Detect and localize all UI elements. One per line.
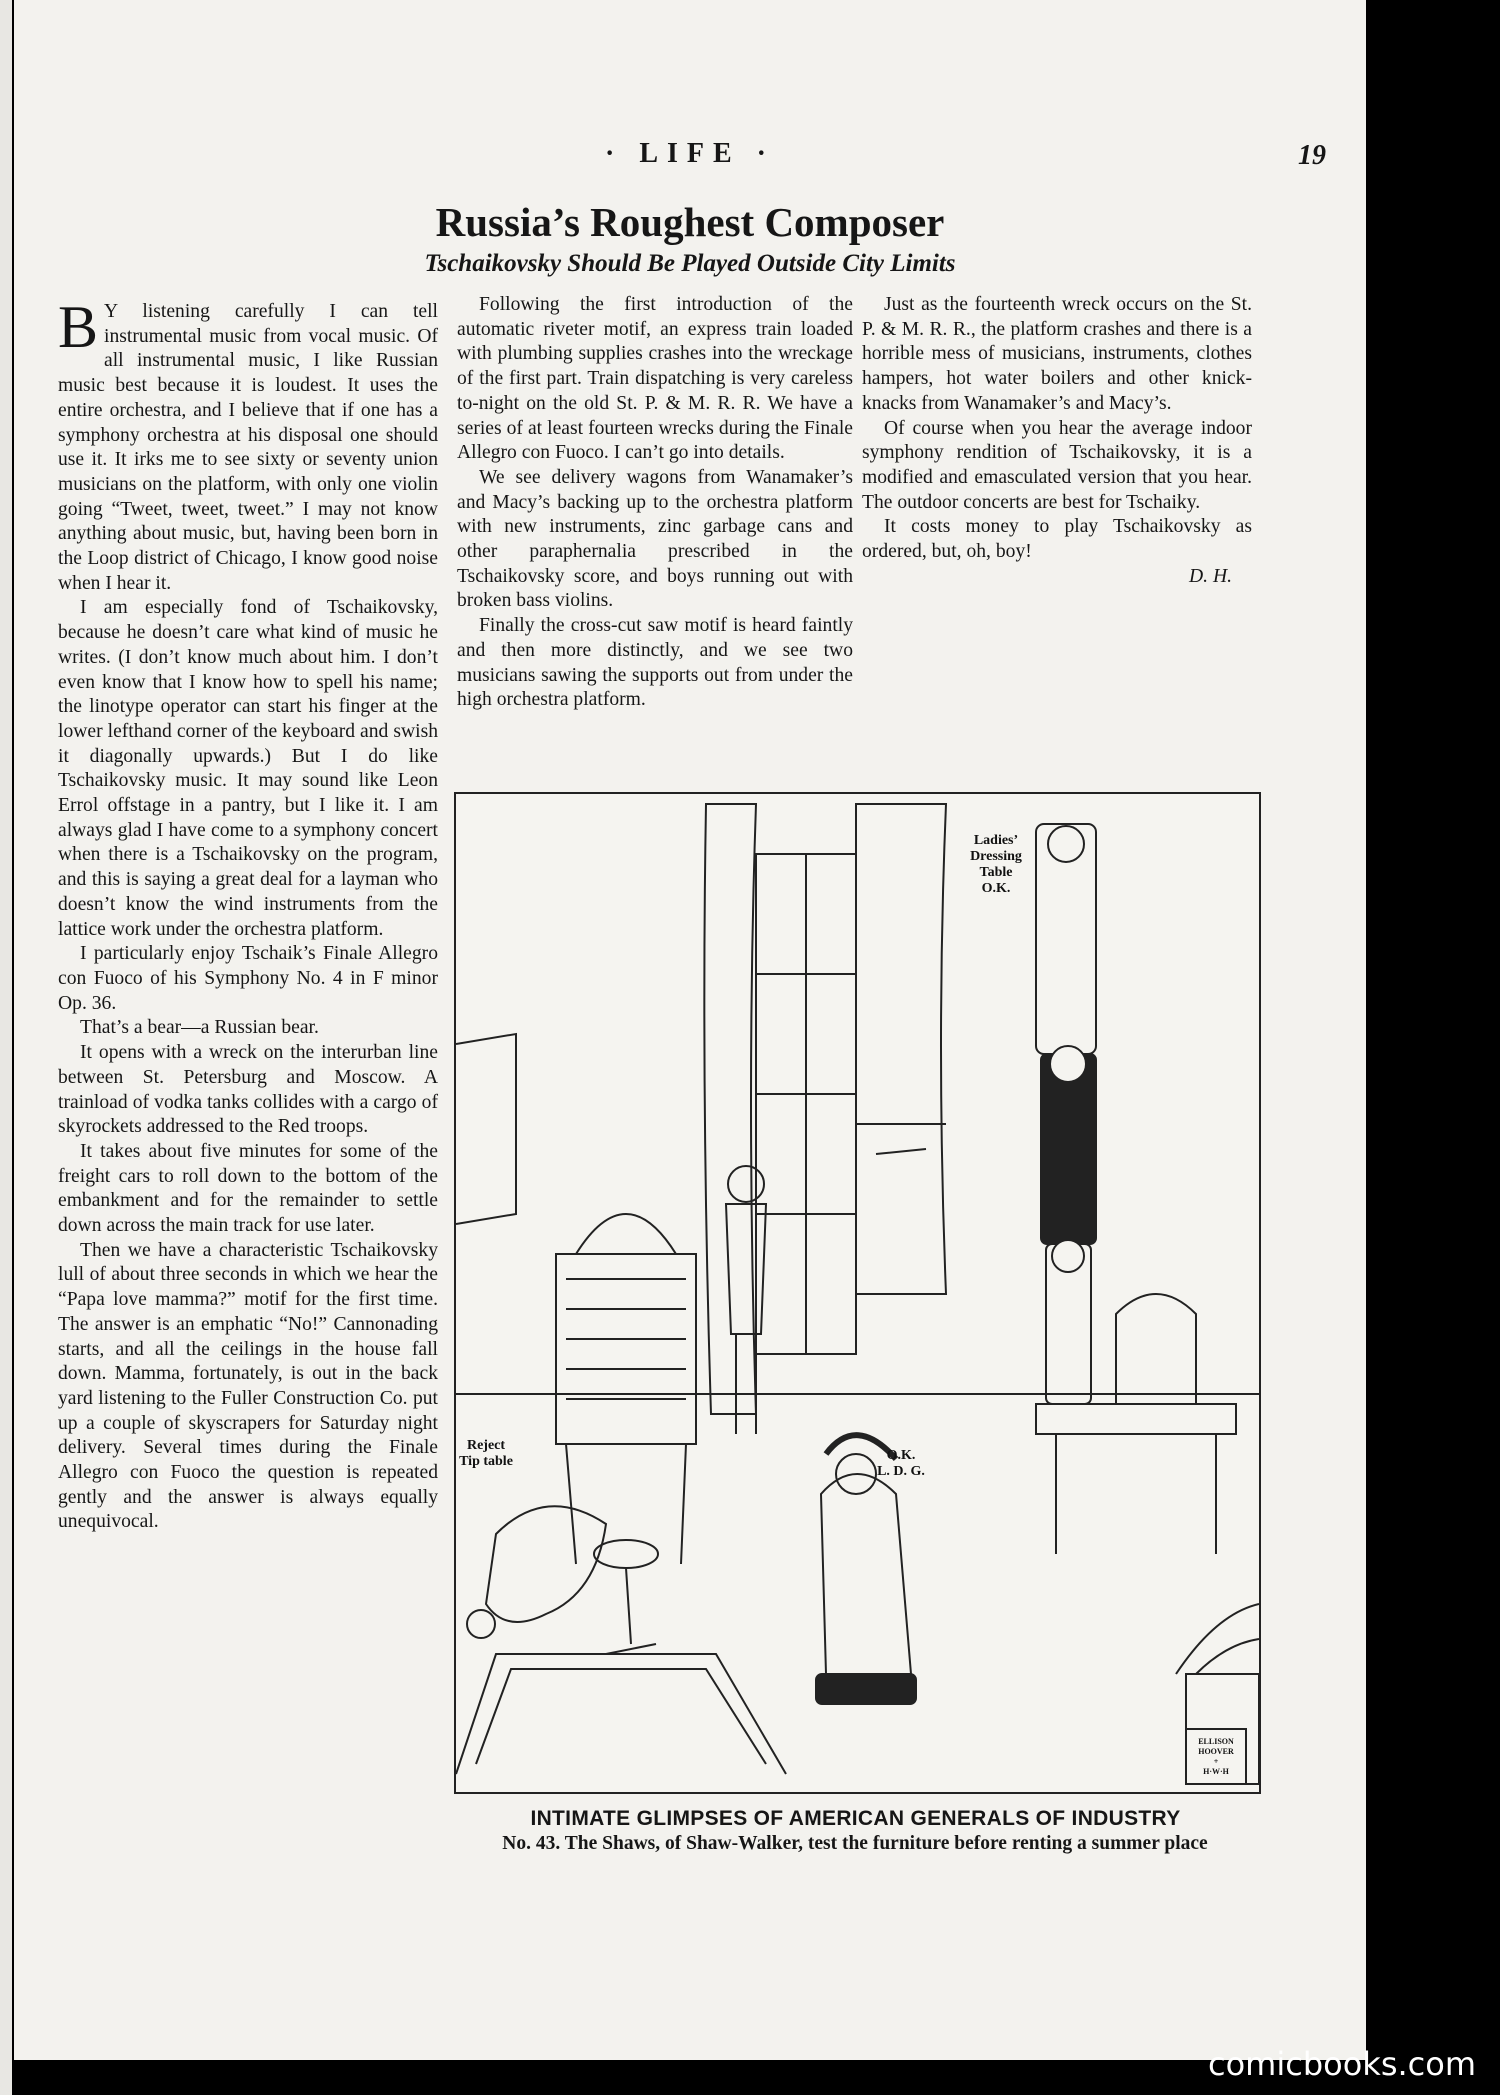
paragraph: Following the first introduction of the automatic riveter motif, an express train loaded with plumbing supplies crashes into the wreckage of the first part. Train dispatching is very careless to-night on the old St. P. & M. R. R. We have a series of at least fourteen wrecks during the Finale Allegro con Fuoco. I can’t go into details. (457, 294, 853, 464)
label-dressing-table-line: Ladies’ (973, 833, 1019, 848)
man-standing (726, 1204, 766, 1434)
watermark: comicbooks.com (1207, 2045, 1476, 2083)
footstool (816, 1674, 916, 1704)
cartoon-illustration (454, 792, 1261, 1794)
figure-top (1036, 824, 1096, 1054)
mirror (1116, 1294, 1196, 1404)
paragraph: I am especially fond of Tschaikovsky, because he doesn’t care what kind of music he writes. (I don’t know much about him. I don’t even know that I know how to spell his name; the linotype operator can start his finger at the lower lefthand corner of the keyboard and swish it diagonally upwards.) But I do like Tschaikovsky music. It may sound like Leon Errol offstage in a pantry, but I like it. I am always glad I have come to a symphony concert when there is a Tschaikovsky on the program, and this is saying a great deal for a layman who doesn’t know the wind instruments from the lattice work under the orchestra platform. (58, 597, 438, 940)
illustration-caption-title: INTIMATE GLIMPSES OF AMERICAN GENERALS OF INDUSTRY (530, 1807, 1181, 1830)
page-number: 19 (1298, 140, 1326, 171)
paragraph: We see delivery wagons from Wanamaker’s and Macy’s backing up to the orchestra platform with new instruments, zinc garbage cans and other paraphernalia prescribed in the Tschaikovsky score, and boys running out with broken bass violins. (457, 466, 853, 612)
fallen-man (486, 1506, 606, 1622)
bed-frame (1176, 1604, 1259, 1674)
artist-signature-line: H·W·H (1203, 1767, 1229, 1776)
tip-table (594, 1540, 658, 1568)
magazine-page (14, 0, 1366, 2060)
author-signature: D. H. (1189, 565, 1232, 587)
paragraph: It costs money to play Tschaikovsky as ordered, but, oh, boy! (862, 516, 1252, 563)
article-title: Russia’s Roughest Composer (435, 199, 945, 245)
paragraph: That’s a bear—a Russian bear. (80, 1017, 319, 1039)
artist-signature-line: + (1213, 1757, 1219, 1766)
label-dressing-table-line: Table (979, 865, 1013, 880)
page-header (14, 138, 1366, 178)
paragraph: Then we have a characteristic Tschaikovsky lull of about three seconds in which we hear the “Papa love mamma?” motif for the first time. The answer is an emphatic “No!” Cannonading starts, and all the ceilings in the house fall down. Mamma, fortunately, is out in the back yard listening to the Fuller Construction Co. put up a couple of skyscrapers for Saturday night delivery. Several times during the Finale Allegro con Fuoco the question is repeated gently and the answer is always equally unequivocal. (58, 1239, 438, 1533)
right-curtain (856, 804, 946, 1294)
dressing-table (1036, 1404, 1236, 1554)
paragraph: Of course when you hear the average indoor symphony rendition of Tschaikovsky, it is a modified and emasculated version that you hear. The outdoor concerts are best for Tschaiky. (862, 417, 1252, 513)
rug (456, 1654, 786, 1774)
picture-frame (456, 1034, 516, 1224)
text-column-3 (862, 293, 1252, 589)
running-head: · LIFE · (604, 138, 776, 169)
cartoon-drawing (456, 794, 1259, 1792)
paragraph: Finally the cross-cut saw motif is heard faintly and then more distinctly, and we see two musicians sawing the supports out from under the high orchestra platform. (457, 615, 853, 711)
highboy-chest (556, 1254, 696, 1444)
text-column-2 (457, 293, 853, 713)
text-column-1 (58, 294, 438, 1535)
article-subtitle: Tschaikovsky Should Be Played Outside City Limits (424, 250, 956, 277)
label-dressing-table-line: Dressing (970, 849, 1022, 864)
seated-woman (821, 1474, 911, 1674)
label-tip-table-line: Tip table (459, 1454, 513, 1469)
label-tip-table-line: Reject (466, 1438, 506, 1453)
paragraph: I particularly enjoy Tschaik’s Finale Allegro con Fuoco of his Symphony No. 4 in F minor Op. 36. (58, 943, 438, 1014)
paragraph: It takes about five minutes for some of the freight cars to roll down to the bottom of the embankment and for the remainder to settle down across the main track for use later. (58, 1140, 438, 1237)
previous-page-edge (0, 0, 12, 2095)
paragraph: Just as the fourteenth wreck occurs on the St. P. & M. R. R., the platform crashes and there is a horrible mess of musicians, instruments, clothes hampers, hot water boilers and other knick-knacks from Wanamaker’s and Macy’s. (862, 294, 1252, 414)
artist-signature-line: HOOVER (1198, 1747, 1234, 1756)
artist-signature-line: ELLISON (1198, 1737, 1234, 1746)
sea-view (856, 1124, 946, 1154)
drop-cap: B (58, 294, 99, 360)
paragraph: It opens with a wreck on the interurban line between St. Petersburg and Moscow. A trainload of vodka tanks collides with a cargo of skyrockets addressed to the Red troops. (58, 1042, 438, 1138)
paragraph: B Y listening carefully I can tell instrumental music from vocal music. Of all instrumental music, I like Russian music best because it is loudest. It uses the entire orchestra, and I believe that if one has a symphony orchestra at his disposal one should use it. It irks me to see sixty or seventy union musicians on the platform, with only one violin going “Tweet, tweet, tweet.” I may not know anything about music, but, having been born in the Loop district of Chicago, I know good noise when I hear it. (58, 294, 438, 594)
label-ok-ldg-line: L. D. G. (877, 1464, 925, 1479)
label-ok-ldg-line: O.K. (886, 1448, 916, 1463)
label-dressing-table-line: O.K. (981, 881, 1011, 896)
illustration-caption-text: No. 43. The Shaws, of Shaw-Walker, test the furniture before renting a summer place (502, 1833, 1208, 1854)
